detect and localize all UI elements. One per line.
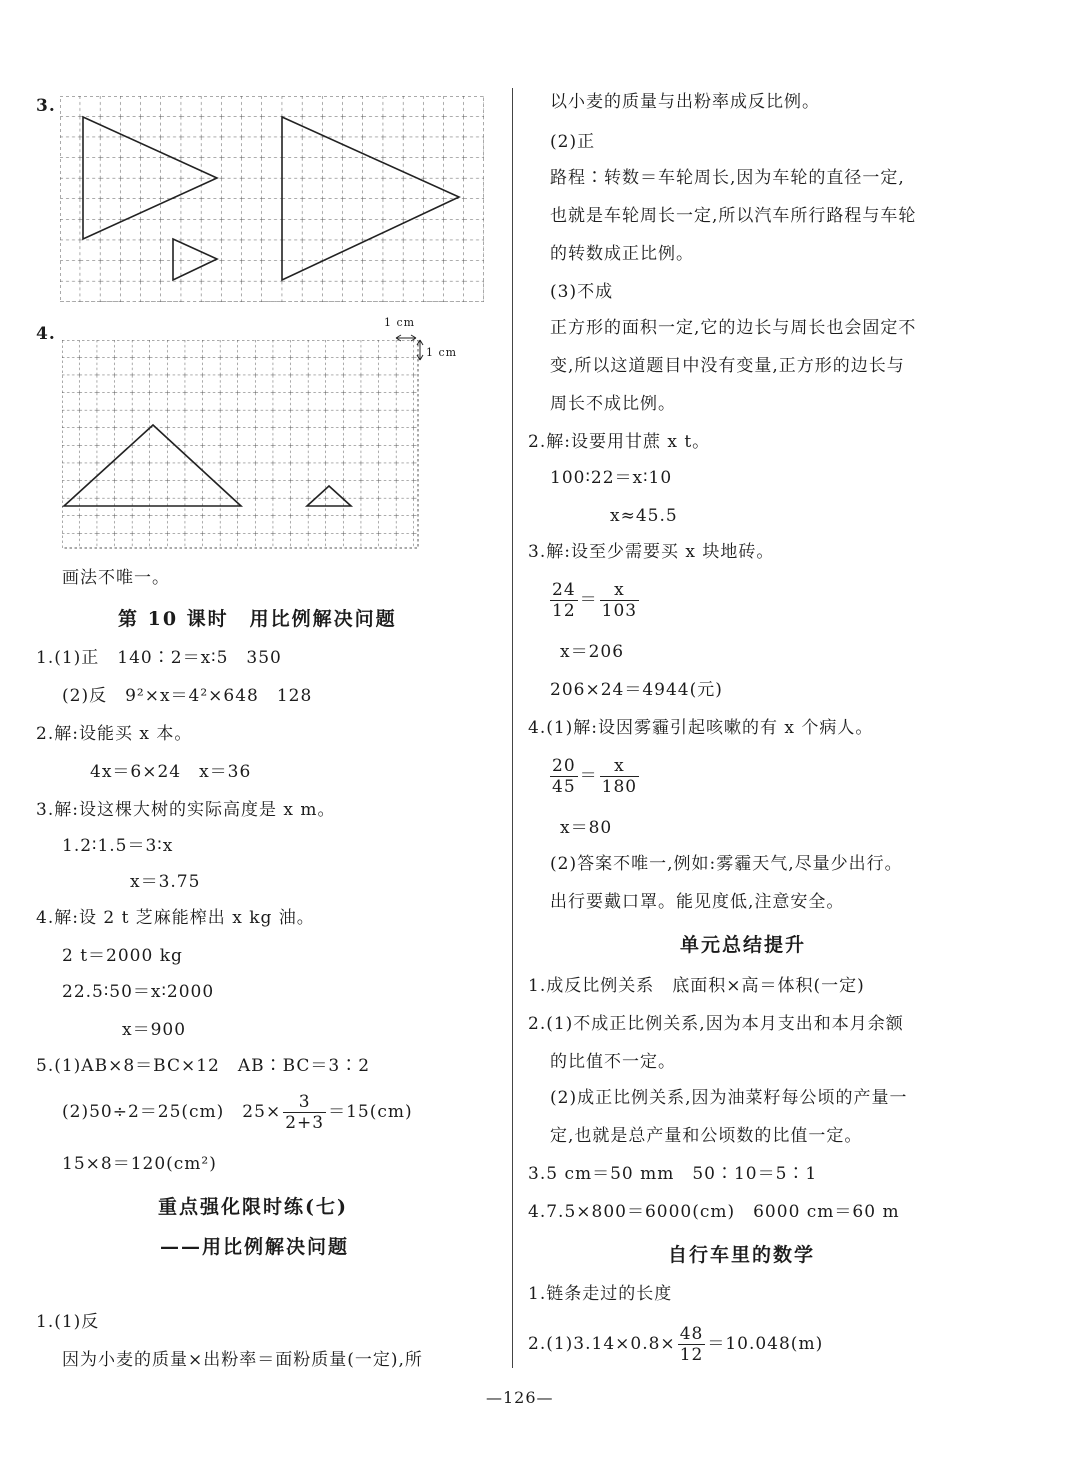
equals-sign: ＝ [579,590,598,610]
q4-scale-marker [394,332,428,362]
lesson10-q2-line2: 4x＝6×24 x＝36 [90,762,252,782]
q4-label: 4. [36,324,56,344]
right-line-13: 3.解:设至少需要买 x 块地砖。 [528,542,775,562]
bike-q2-post: ＝10.048(m) [707,1334,824,1354]
summary-q1: 1.成反比例关系 底面积×高＝体积(一定) [528,976,865,996]
q4-scale-vertical: 1 cm [426,346,458,359]
fraction-denominator: 180 [601,777,638,797]
drill-title: 重点强化限时练(七) [158,1196,348,1218]
right-line-3: 路程∶转数＝车轮周长,因为车轮的直径一定, [550,168,905,188]
right-line-4: 也就是车轮周长一定,所以汽车所行路程与车轮 [550,206,917,226]
fraction-denominator: 45 [552,777,576,797]
drill-q1-line1: 1.(1)反 [36,1312,100,1332]
summary-q2-line3: (2)成正比例关系,因为油菜籽每公顷的产量一 [550,1088,908,1108]
right-line-17: 4.(1)解:设因雾霾引起咳嗽的有 x 个病人。 [528,718,874,738]
fraction-denominator: 2+3 [285,1113,325,1133]
fraction-numerator: 3 [283,1092,326,1113]
right-line-10: 2.解:设要用甘蔗 x t。 [528,432,711,452]
right-line-21: 出行要戴口罩。能见度低,注意安全。 [550,892,845,912]
lesson10-q2-line1: 2.解:设能买 x 本。 [36,724,193,744]
lesson10-q4-line4: x＝900 [122,1020,187,1040]
lesson10-q3-line2: 1.2∶1.5＝3∶x [62,836,174,856]
right-line-15: x＝206 [560,642,625,662]
q3-grid-figure [60,96,484,302]
page-number: —126— [486,1388,554,1407]
drill-subtitle: ——用比例解决问题 [160,1236,350,1258]
summary-q2-line4: 定,也就是总产量和公顷数的比值一定。 [550,1126,863,1146]
summary-q2-line2: 的比值不一定。 [550,1052,676,1072]
right-line-1: 以小麦的质量与出粉率成反比例。 [550,92,820,112]
right-line-9: 周长不成比例。 [550,394,676,414]
right-line-6: (3)不成 [550,282,614,302]
lesson10-q5-line3: 15×8＝120(cm²) [62,1154,217,1174]
fraction-left [550,756,578,797]
equals-sign: ＝ [579,766,598,786]
summary-q3: 3.5 cm＝50 mm 50∶10＝5∶1 [528,1164,818,1184]
bike-title: 自行车里的数学 [668,1244,816,1266]
right-line-12: x≈45.5 [610,506,678,526]
summary-q2-line1: 2.(1)不成正比例关系,因为本月支出和本月余额 [528,1014,904,1034]
bike-q2-fraction [678,1324,706,1365]
right-line-5: 的转数成正比例。 [550,244,694,264]
fraction-denominator: 12 [552,601,576,621]
fraction-numerator: x [600,580,639,601]
q3-label: 3. [36,96,56,116]
bike-q1: 1.链条走过的长度 [528,1284,673,1304]
lesson10-q1-line2: (2)反 9²×x＝4²×648 128 [62,686,313,706]
q4-grid-figure [62,340,422,550]
q4-note: 画法不唯一。 [62,568,170,588]
fraction-numerator: x [600,756,639,777]
fraction-denominator: 103 [601,601,638,621]
fraction-right [600,756,639,797]
lesson10-q5-fraction [283,1092,326,1133]
lesson10-q1-line1: 1.(1)正 140∶2＝x∶5 350 [36,648,282,668]
summary-title: 单元总结提升 [680,934,807,956]
lesson10-q5-line2 [62,1092,413,1133]
right-line-8: 变,所以这道题目中没有变量,正方形的边长与 [550,356,905,376]
right-proportion-2 [548,756,641,797]
q4-scale-horizontal: 1 cm [384,316,416,329]
right-line-19: x＝80 [560,818,613,838]
lesson10-q4-line3: 22.5∶50＝x∶2000 [62,982,215,1002]
fraction-right [600,580,639,621]
right-line-7: 正方形的面积一定,它的边长与周长也会固定不 [550,318,917,338]
fraction-numerator: 20 [552,756,576,776]
bike-q2-pre: 2.(1)3.14×0.8× [528,1334,676,1354]
lesson10-q3-line3: x＝3.75 [130,872,201,892]
right-line-16: 206×24＝4944(元) [550,680,723,700]
lesson10-q5-line1: 5.(1)AB×8＝BC×12 AB∶BC＝3∶2 [36,1056,371,1076]
fraction-left [550,580,578,621]
right-line-2: (2)正 [550,132,596,152]
lesson10-q5-line2-post: ＝15(cm) [328,1102,413,1122]
right-line-20: (2)答案不唯一,例如:雾霾天气,尽量少出行。 [550,854,903,874]
lesson10-q4-line2: 2 t＝2000 kg [62,946,183,966]
fraction-denominator: 12 [679,1345,704,1365]
bike-q2 [528,1324,823,1365]
lesson10-q3-line1: 3.解:设这棵大树的实际高度是 x m。 [36,800,336,820]
lesson10-title: 第 10 课时 用比例解决问题 [118,608,397,630]
column-divider [512,88,513,1368]
drill-q1-line2: 因为小麦的质量×出粉率＝面粉质量(一定),所 [62,1350,423,1370]
fraction-numerator: 24 [552,580,576,600]
fraction-numerator: 48 [679,1324,704,1344]
right-line-11: 100∶22＝x∶10 [550,468,673,488]
right-proportion-1 [548,580,641,621]
summary-q4: 4.7.5×800＝6000(cm) 6000 cm＝60 m [528,1202,900,1222]
lesson10-q5-line2-pre: (2)50÷2＝25(cm) 25× [62,1102,282,1122]
lesson10-q4-line1: 4.解:设 2 t 芝麻能榨出 x kg 油。 [36,908,315,928]
